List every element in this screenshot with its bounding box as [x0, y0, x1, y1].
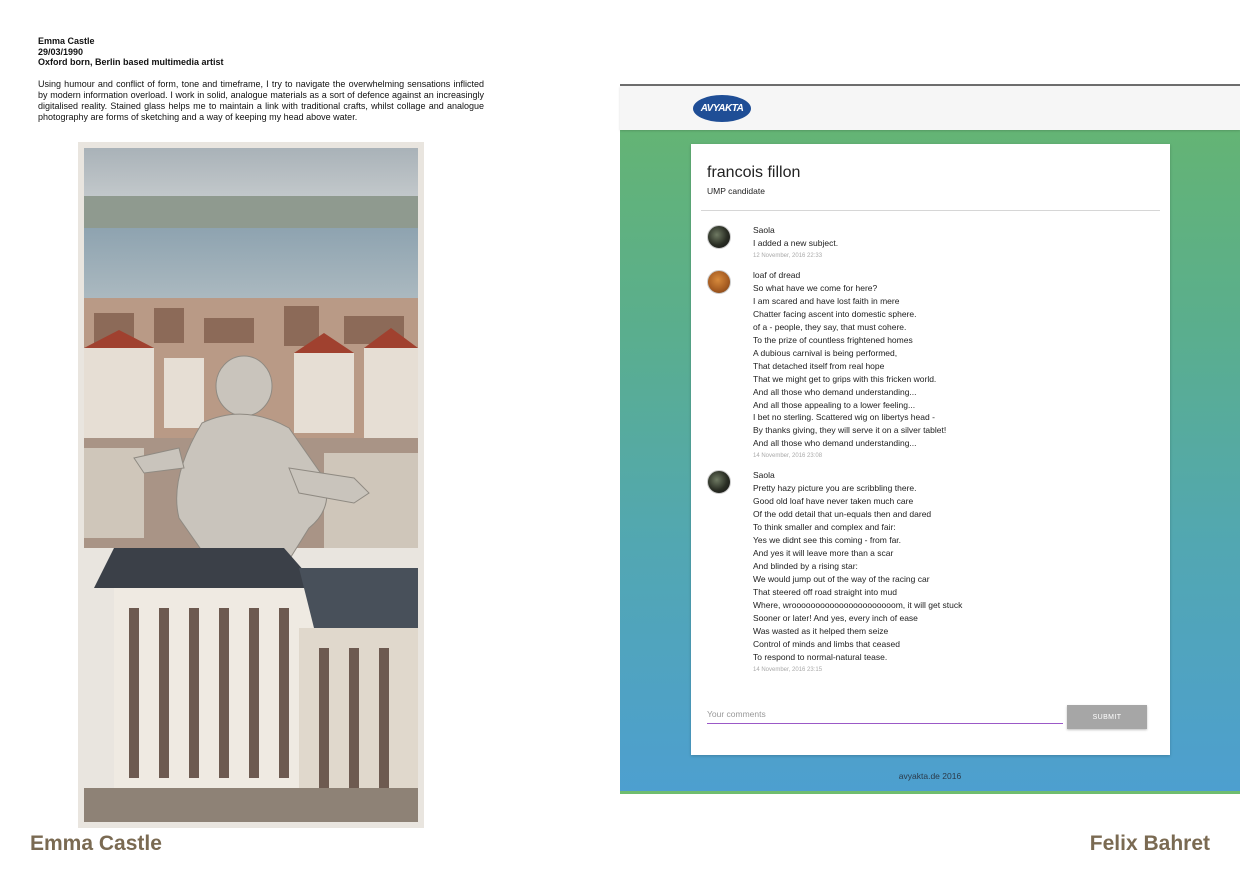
- comment-line: We would jump out of the way of the racing car: [753, 574, 930, 585]
- footer-strip: [620, 791, 1240, 794]
- artist-bio: [38, 36, 484, 123]
- comment-line: of a - people, they say, that must cohere.: [753, 321, 907, 332]
- comment-line: Where, wroooooooooooooooooooooom, it will get stuck: [753, 599, 963, 610]
- comment-line: And yes it will leave more than a scar: [753, 548, 894, 559]
- comment-line: Good old loaf have never taken much care: [753, 496, 914, 507]
- avatar[interactable]: [707, 225, 731, 249]
- comment-line: And blinded by a rising star:: [753, 561, 858, 572]
- avyakta-logo[interactable]: AVYAKTA: [693, 95, 751, 122]
- comment-list: [707, 224, 1157, 683]
- card-subtitle: UMP candidate: [707, 186, 765, 196]
- comment-line: To think smaller and complex and fair:: [753, 522, 896, 533]
- comment-line: And all those who demand understanding...: [753, 438, 917, 449]
- comment-line: Yes we didnt see this coming - from far.: [753, 535, 902, 546]
- comment-line: A dubious carnival is being performed,: [753, 347, 898, 358]
- comment-line: Control of minds and limbs that ceased: [753, 638, 900, 649]
- comment-line: To respond to normal-natural tease.: [753, 651, 888, 662]
- submit-button[interactable]: SUBMIT: [1067, 705, 1147, 729]
- site-footer: avyakta.de 2016: [898, 771, 962, 781]
- comment-line: By thanks giving, they will serve it on a silver tablet!: [753, 425, 947, 436]
- comment-line: Of the odd detail that un-equals then and dared: [753, 509, 932, 520]
- comment-input[interactable]: [707, 704, 1063, 724]
- comment-line: I added a new subject.: [753, 238, 839, 248]
- website-screenshot: [620, 84, 1240, 794]
- comment-item: [707, 269, 1157, 461]
- comment-line: That we might get to grips with this fricken world.: [753, 373, 937, 384]
- site-header: [620, 86, 1240, 130]
- avatar[interactable]: [707, 270, 731, 294]
- discussion-card: [691, 144, 1170, 755]
- comment-line: To the prize of countless frightened homes: [753, 334, 913, 345]
- comment-line: I bet no sterling. Scattered wig on libertys head -: [753, 412, 935, 423]
- comment-line: So what have we come for here?: [753, 282, 878, 293]
- comment-line: And all those who demand understanding...: [753, 386, 917, 397]
- comment-line: That steered off road straight into mud: [753, 586, 897, 597]
- collage-image: [84, 148, 418, 822]
- comment-item: [707, 224, 1157, 261]
- card-divider: [701, 210, 1160, 211]
- comment-item: [707, 469, 1157, 674]
- avatar[interactable]: [707, 470, 731, 494]
- comment-line: Sooner or later! And yes, every inch of ease: [753, 612, 918, 623]
- comment-date: 14 November, 2016 23:08: [753, 453, 823, 460]
- artist-name: Emma Castle: [38, 36, 95, 46]
- comment-date: 14 November, 2016 23:15: [753, 666, 823, 673]
- comment-author[interactable]: loaf of dread: [753, 269, 801, 280]
- comment-line: Pretty hazy picture you are scribbling there.: [753, 483, 917, 494]
- comment-line: Was wasted as it helped them seize: [753, 625, 889, 636]
- comment-date: 12 November, 2016 22:33: [753, 252, 823, 259]
- artist-dob: 29/03/1990: [38, 46, 84, 57]
- comment-author[interactable]: Saola: [753, 470, 775, 481]
- comment-line: That detached itself from real hope: [753, 360, 885, 371]
- caption-emma-castle: Emma Castle: [30, 832, 162, 855]
- collage-artwork: [78, 142, 424, 828]
- artist-origin: Oxford born, Berlin based multimedia artist: [38, 57, 224, 67]
- artist-statement: Using humour and conflict of form, tone and timeframe, I try to navigate the overwhelming sensations inflicted by modern information overload. I work in solid, analogue materials as a sort of defence against an increasingly digitalised reality. Stained glass helps me to maintain a link with traditional crafts, whilst collage and analogue photography are forms of sketching and a way of keeping my head above water.: [38, 78, 484, 123]
- comment-line: And all those appealing to a lower feeling...: [753, 399, 916, 410]
- comment-line: I am scared and have lost faith in mere: [753, 295, 900, 306]
- caption-felix-bahret: Felix Bahret: [1089, 832, 1210, 855]
- comment-line: Chatter facing ascent into domestic sphere.: [753, 308, 917, 319]
- comment-author[interactable]: Saola: [753, 225, 775, 235]
- card-title: francois fillon: [707, 164, 801, 181]
